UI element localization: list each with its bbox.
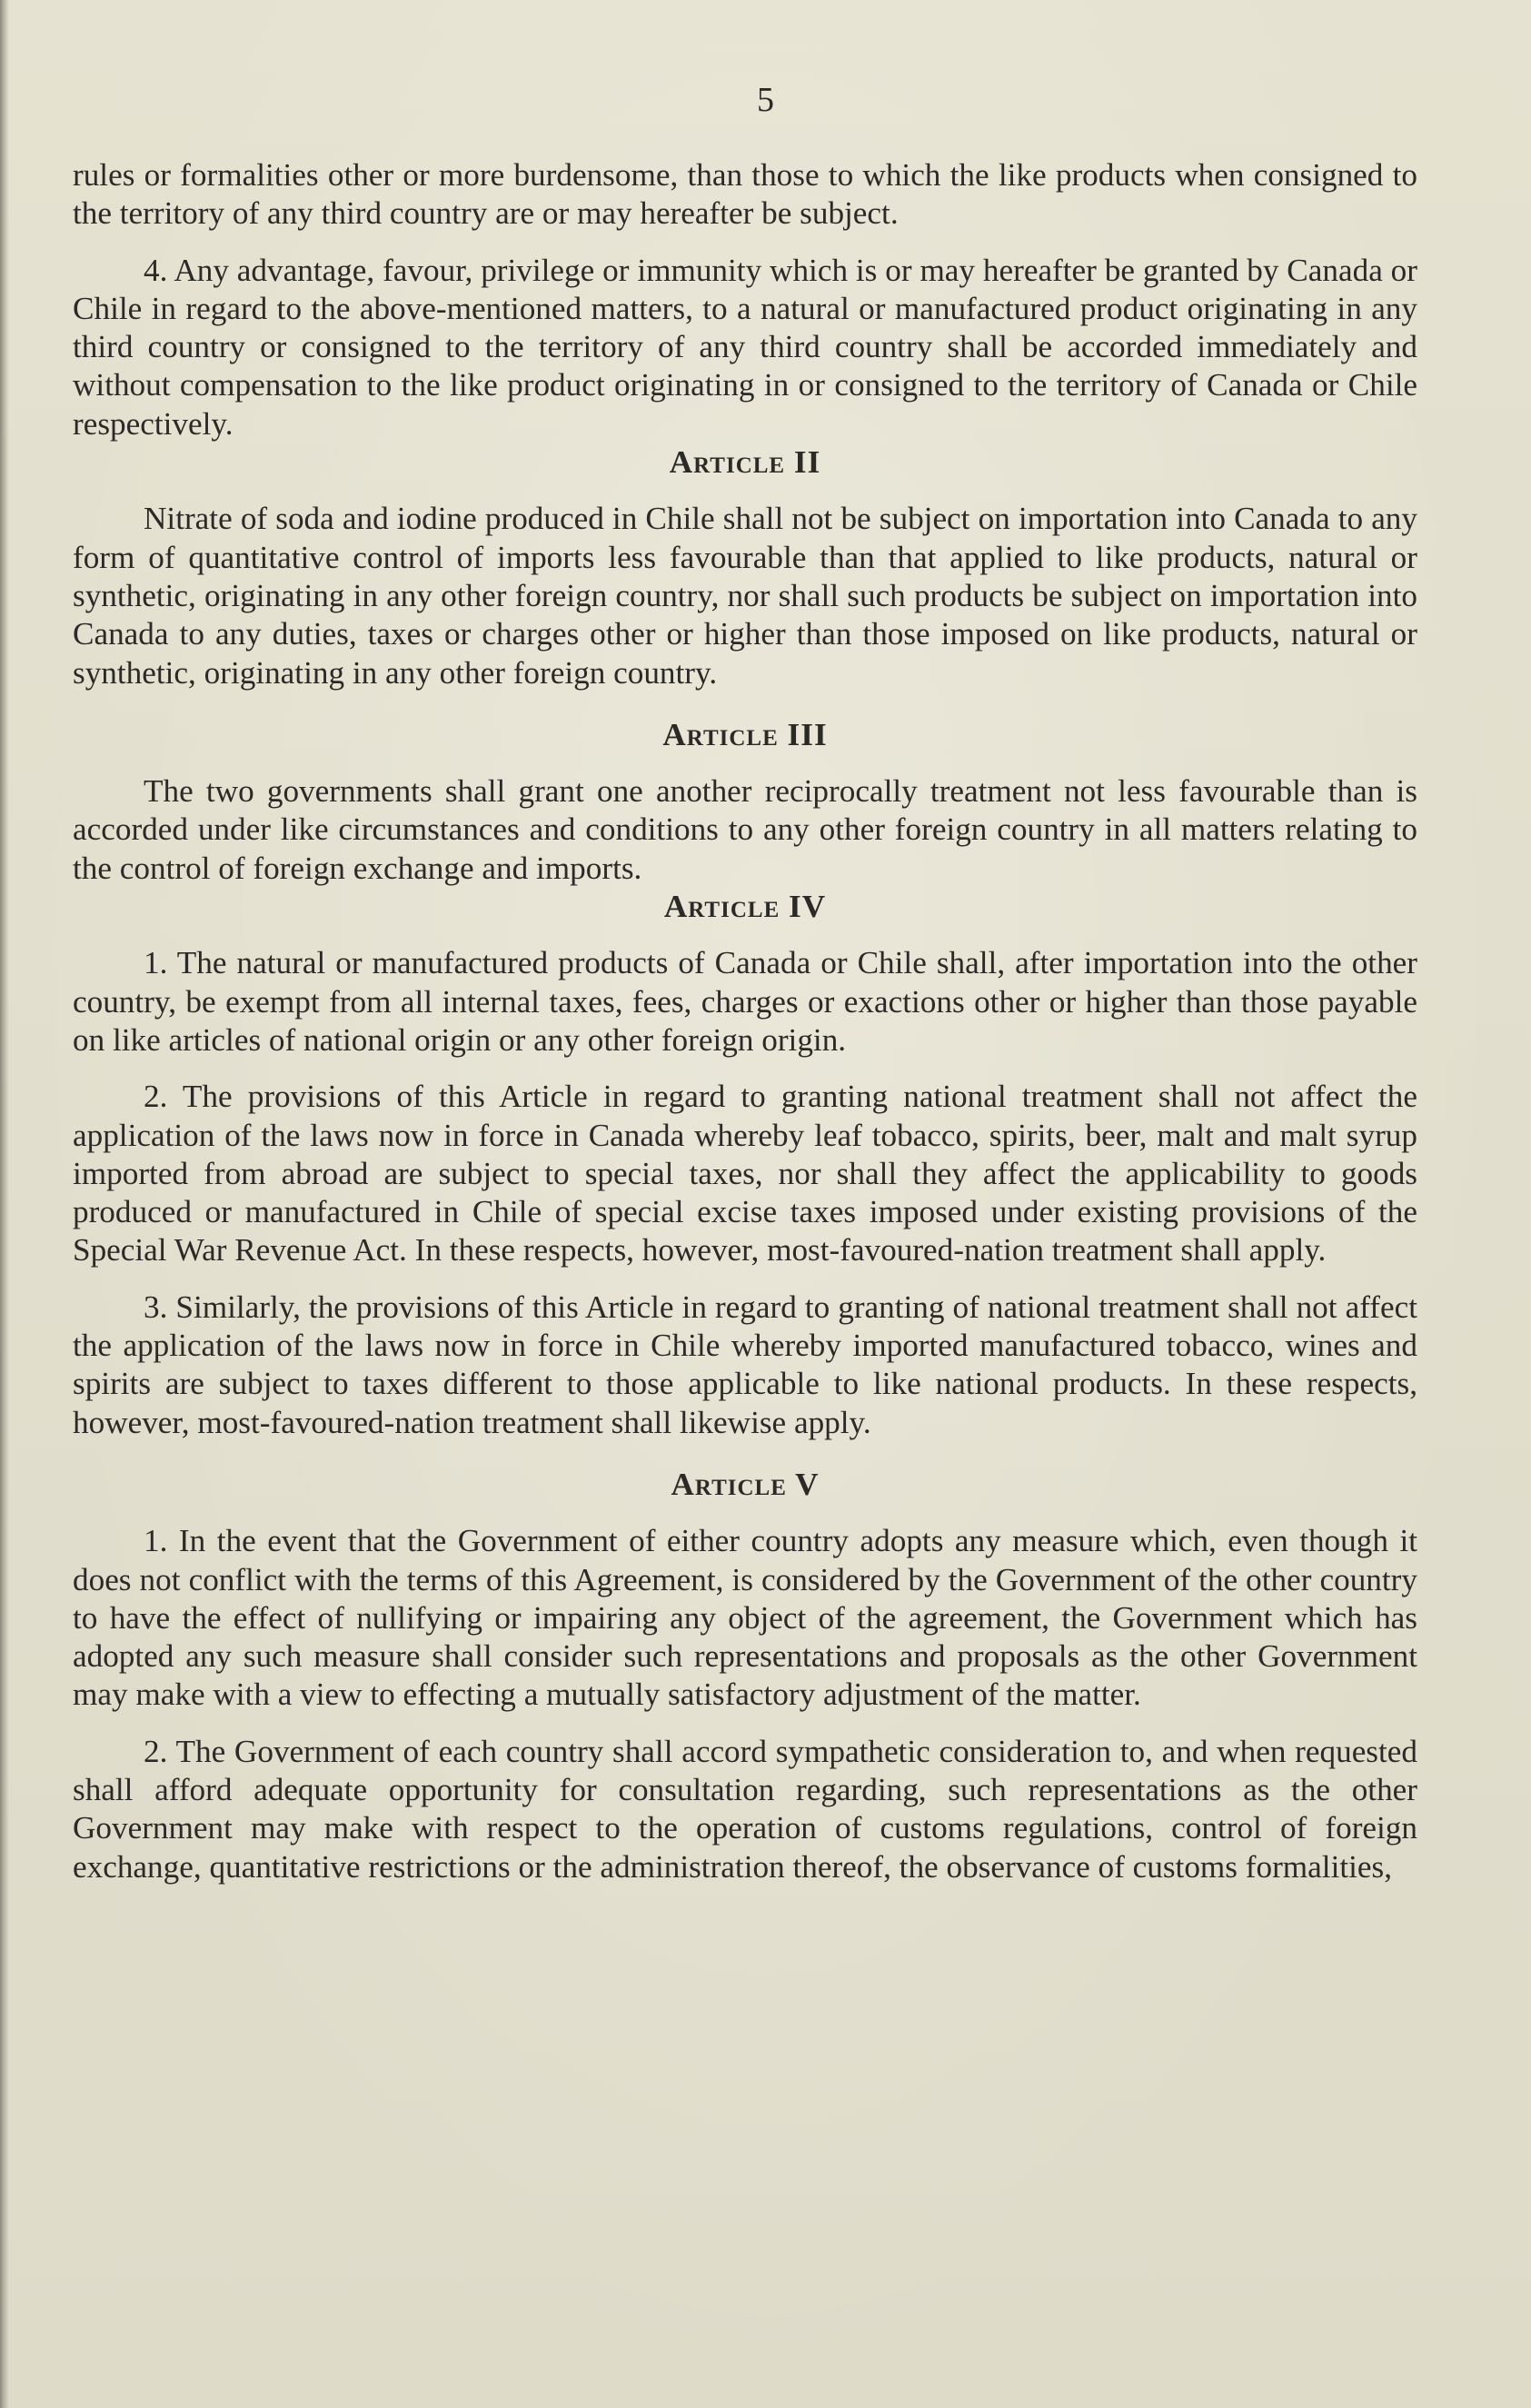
paragraph-article-4-2: 2. The provisions of this Article in regard to granting national treatment shall not affect the application of the laws now in force in Canada whereby leaf tobacco, spirits, beer, malt and malt syrup imported from abroad are subject to special taxes, nor shall they affect the applicability to goods produced or manufactured in Chile of special excise taxes imposed under existing provisions of the Special War Revenue Act. In these respects, however, most-favoured-nation treatment shall apply. xyxy=(73,1079,1417,1269)
paragraph-article-4-3: 3. Similarly, the provisions of this Article in regard to granting of national treatment shall not affect the application of the laws now in force in Chile whereby imported manufactured tobacco, wines and spirits are subject to taxes different to those applicable to like national products. In these respects, however, most-favoured-nation treatment shall likewise apply. xyxy=(73,1289,1417,1440)
paragraph-article-5-2: 2. The Government of each country shall accord sympathetic consideration to, and when requested shall afford adequate opportunity for consultation regarding, such representations as the other Government may make with respect to the operation of customs regulations, control of foreign exchange, quantitative restrictions or the administration thereof, the observance of customs formalities, xyxy=(73,1733,1417,1885)
heading-article-5: Article V xyxy=(671,1466,820,1502)
heading-article-3: Article III xyxy=(662,716,828,752)
heading-article-4: Article IV xyxy=(663,889,827,925)
paragraph-article-2: Nitrate of soda and iodine produced in Chile shall not be subject on importation into Canada to any form of quantitative control of imports less favourable than that applied to like products, natural or synthetic, originating in any other foreign country, nor shall such products be subject on importation into Canada to any duties, taxes or charges other or higher than those imposed on like products, natural or synthetic, originating in any other foreign country. xyxy=(73,501,1417,691)
paragraph-article-5-1: 1. In the event that the Government of either country adopts any measure which, even though it does not conflict with the terms of this Agreement, is considered by the Government of the other country to have the effect of nullifying or impairing any object of the agreement, the Government which has adopted any such measure shall consider such representations and proposals as the other Government may make with a view to effecting a mutually satisfactory adjustment of the matter. xyxy=(73,1523,1417,1713)
page-edge-shadow xyxy=(0,0,9,2408)
paragraph-article-3: The two governments shall grant one another reciprocally treatment not less favourable than is accorded under like circumstances and conditions to any other foreign country in all matters relating to the control of foreign exchange and imports. xyxy=(73,773,1417,886)
heading-article-2: Article II xyxy=(669,444,821,481)
paragraph-article-1-4: 4. Any advantage, favour, privilege or immunity which is or may hereafter be granted by Canada or Chile in regard to the above-mentioned matters, to a natural or manufactured product originating in any third country or consigned to the territory of any third country shall be accorded immediately and without compensation to the like product originating in or consigned to the territory of Canada or Chile respectively. xyxy=(73,252,1417,442)
paragraph-article-4-1: 1. The natural or manufactured products of Canada or Chile shall, after importation into the other country, be exempt from all internal taxes, fees, charges or exactions other or higher than those payable on like articles of national origin or any other foreign origin. xyxy=(73,945,1417,1058)
document-body xyxy=(73,156,1417,1886)
paragraph-continuation: rules or formalities other or more burdensome, than those to which the like products when consigned to the territory of any third country are or may hereafter be subject. xyxy=(73,157,1417,232)
page-number: 5 xyxy=(757,81,774,119)
